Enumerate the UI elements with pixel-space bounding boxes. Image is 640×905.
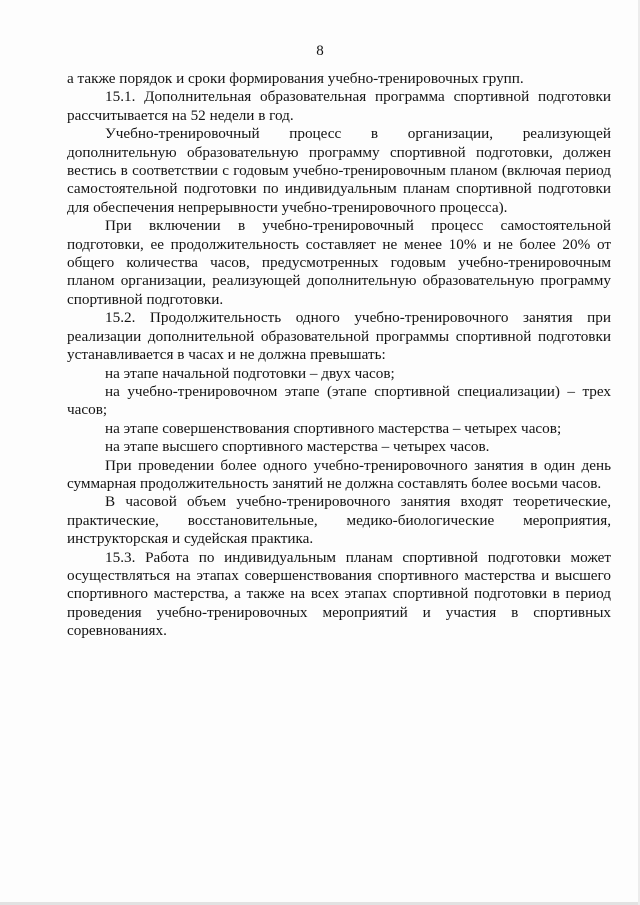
list-item-improvement-stage: на этапе совершенствования спортивного мастерства – четырех часов; bbox=[105, 419, 562, 437]
document-body bbox=[67, 70, 611, 641]
paragraph-hour-volume: В часовой объем учебно-тренировочного занятия входят теоретические, практические, восстановительные, медико-биологические мероприятия, инструкторская и судейская практика. bbox=[67, 493, 611, 548]
paragraph-training-process: Учебно-тренировочный процесс в организации, реализующей дополнительную образовательную программу спортивной подготовки, должен вестись в соответствии с годовым учебно-тренировочным планом (включая период самостоятельной подготовки по индивидуальным планам спортивной подготовки для обеспечения непрерывности учебно-тренировочного процесса). bbox=[67, 125, 611, 216]
paragraph-self-training: При включении в учебно-тренировочный процесс самостоятельной подготовки, ее продолжительность составляет не менее 10% и не более 20% от общего количества часов, предусмотренных годовым учебно-тренировочным планом организации, реализующей дополнительную образовательную программу спортивной подготовки. bbox=[67, 217, 611, 308]
page-number: 8 bbox=[316, 43, 324, 59]
list-item-training-stage: на учебно-тренировочном этапе (этапе спортивной специализации) – трех часов; bbox=[67, 382, 611, 419]
paragraph-continuation: а также порядок и сроки формирования учебно-тренировочных групп. bbox=[67, 70, 524, 87]
list-item-higher-mastery-stage: на этапе высшего спортивного мастерства – четырех часов. bbox=[105, 438, 490, 456]
paragraph-15-3: 15.3. Работа по индивидуальным планам спортивной подготовки может осуществляться на этапах совершенствования спортивного мастерства и высшего спортивного мастерства, а также на всех этапах спортивной подготовки в период проведения учебно-тренировочных мероприятий и участия в спортивных соревнованиях. bbox=[67, 548, 611, 640]
list-item-initial-stage: на этапе начальной подготовки – двух часов; bbox=[105, 364, 395, 382]
paragraph-15-2: 15.2. Продолжительность одного учебно-тренировочного занятия при реализации дополнительной образовательной программы спортивной подготовки устанавливается в часах и не должна превышать: bbox=[67, 309, 611, 364]
paragraph-15-1: 15.1. Дополнительная образовательная программа спортивной подготовки рассчитывается на 52 недели в год. bbox=[67, 88, 611, 124]
paragraph-daily-limit: При проведении более одного учебно-тренировочного занятия в один день суммарная продолжительность занятий не должна составлять более восьми часов. bbox=[67, 456, 611, 492]
